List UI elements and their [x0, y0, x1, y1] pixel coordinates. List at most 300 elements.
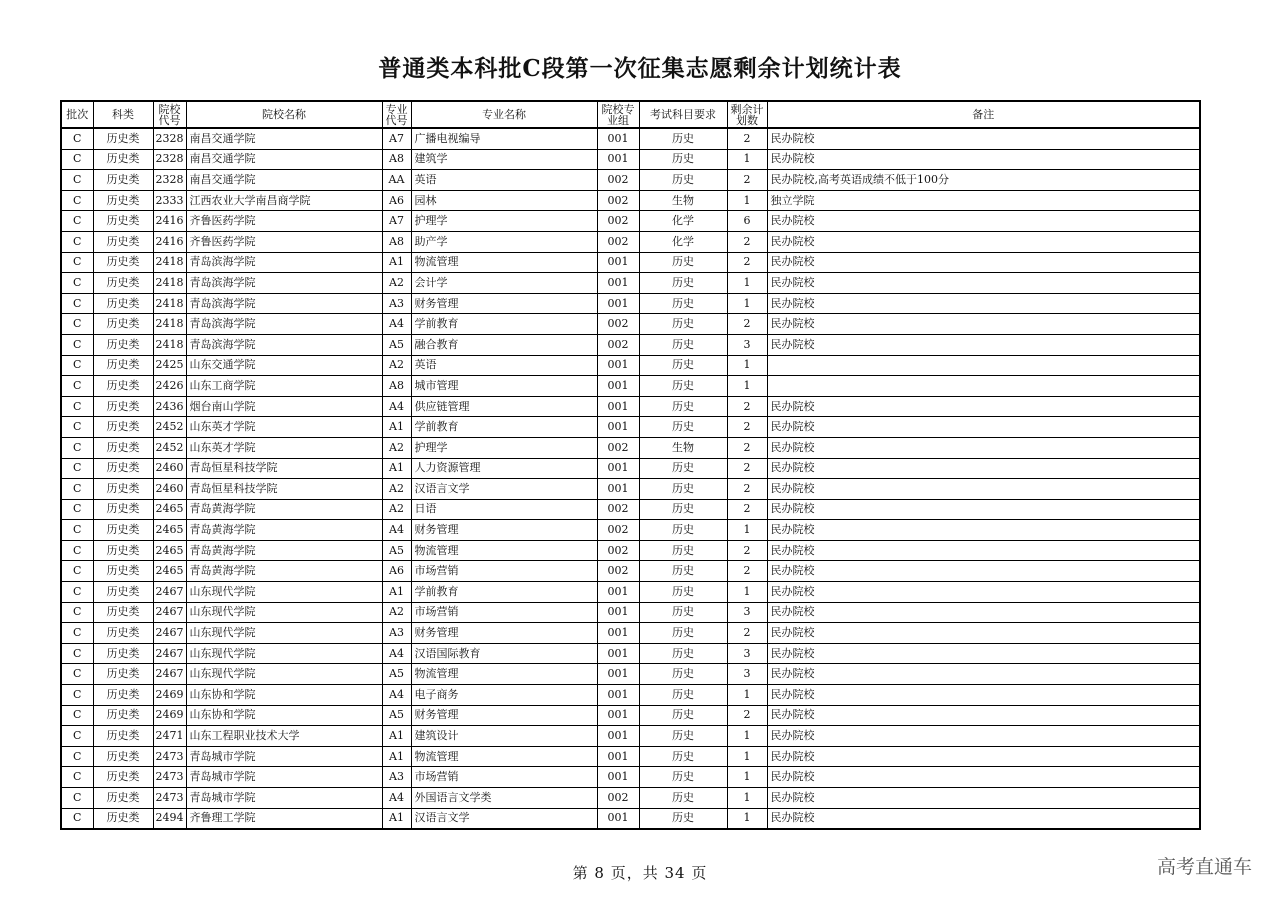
- table-row: [61, 705, 1200, 726]
- remarks-cell: 民办院校: [767, 623, 1200, 644]
- subject-req-cell: 历史: [639, 499, 727, 520]
- major-code-cell: A1: [382, 726, 411, 747]
- remarks-cell: [767, 376, 1200, 397]
- school-name-cell: 青岛滨海学院: [186, 252, 382, 273]
- remaining-cell: 2: [727, 128, 767, 149]
- major-group-cell: 002: [597, 788, 639, 809]
- subject-req-cell: 历史: [639, 540, 727, 561]
- school-code-cell: 2465: [153, 540, 186, 561]
- major-code-cell: A2: [382, 355, 411, 376]
- major-code-cell: A8: [382, 231, 411, 252]
- remarks-cell: 独立学院: [767, 190, 1200, 211]
- batch-cell: C: [61, 561, 93, 582]
- category-cell: 历史类: [93, 623, 153, 644]
- major-code-cell: A5: [382, 540, 411, 561]
- school-name-cell: 青岛城市学院: [186, 767, 382, 788]
- table-row: [61, 602, 1200, 623]
- batch-cell: C: [61, 376, 93, 397]
- major-group-cell: 001: [597, 705, 639, 726]
- major-name-cell: 会计学: [411, 273, 597, 294]
- table-row: [61, 685, 1200, 706]
- subject-req-cell: 历史: [639, 128, 727, 149]
- school-code-cell: 2465: [153, 499, 186, 520]
- school-code-cell: 2418: [153, 293, 186, 314]
- school-code-cell: 2465: [153, 520, 186, 541]
- remarks-cell: 民办院校: [767, 211, 1200, 232]
- remaining-cell: 1: [727, 355, 767, 376]
- remarks-cell: 民办院校: [767, 334, 1200, 355]
- remaining-cell: 3: [727, 602, 767, 623]
- major-group-cell: 002: [597, 437, 639, 458]
- category-cell: 历史类: [93, 479, 153, 500]
- remaining-cell: 2: [727, 705, 767, 726]
- subject-req-cell: 历史: [639, 705, 727, 726]
- category-cell: 历史类: [93, 767, 153, 788]
- school-code-cell: 2328: [153, 149, 186, 170]
- table-row: [61, 643, 1200, 664]
- category-cell: 历史类: [93, 582, 153, 603]
- remarks-cell: 民办院校: [767, 128, 1200, 149]
- school-name-cell: 青岛滨海学院: [186, 273, 382, 294]
- category-cell: 历史类: [93, 499, 153, 520]
- remarks-cell: 民办院校: [767, 149, 1200, 170]
- remaining-cell: 1: [727, 746, 767, 767]
- school-code-cell: 2494: [153, 808, 186, 829]
- remarks-cell: 民办院校: [767, 314, 1200, 335]
- remaining-cell: 2: [727, 499, 767, 520]
- major-code-cell: A7: [382, 128, 411, 149]
- school-code-cell: 2426: [153, 376, 186, 397]
- remaining-cell: 2: [727, 437, 767, 458]
- header-batch: 批次: [61, 101, 93, 128]
- major-name-cell: 日语: [411, 499, 597, 520]
- major-name-cell: 学前教育: [411, 417, 597, 438]
- major-group-cell: 001: [597, 685, 639, 706]
- batch-cell: C: [61, 273, 93, 294]
- school-code-cell: 2467: [153, 623, 186, 644]
- remarks-cell: 民办院校,高考英语成绩不低于100分: [767, 170, 1200, 191]
- remarks-cell: 民办院校: [767, 252, 1200, 273]
- category-cell: 历史类: [93, 540, 153, 561]
- subject-req-cell: 历史: [639, 417, 727, 438]
- school-code-cell: 2467: [153, 664, 186, 685]
- header-major-code: 专业代号: [382, 101, 411, 128]
- major-group-cell: 002: [597, 540, 639, 561]
- header-subject-req: 考试科目要求: [639, 101, 727, 128]
- remaining-cell: 1: [727, 582, 767, 603]
- major-group-cell: 001: [597, 273, 639, 294]
- remarks-cell: [767, 355, 1200, 376]
- batch-cell: C: [61, 602, 93, 623]
- school-code-cell: 2418: [153, 273, 186, 294]
- major-name-cell: 财务管理: [411, 520, 597, 541]
- table-row: [61, 190, 1200, 211]
- school-name-cell: 山东工程职业技术大学: [186, 726, 382, 747]
- major-group-cell: 002: [597, 211, 639, 232]
- school-code-cell: 2460: [153, 479, 186, 500]
- major-group-cell: 002: [597, 499, 639, 520]
- major-code-cell: A2: [382, 437, 411, 458]
- remaining-cell: 1: [727, 788, 767, 809]
- remarks-cell: 民办院校: [767, 499, 1200, 520]
- major-name-cell: 城市管理: [411, 376, 597, 397]
- category-cell: 历史类: [93, 190, 153, 211]
- major-group-cell: 001: [597, 128, 639, 149]
- category-cell: 历史类: [93, 685, 153, 706]
- remarks-cell: 民办院校: [767, 788, 1200, 809]
- school-name-cell: 齐鲁理工学院: [186, 808, 382, 829]
- subject-req-cell: 历史: [639, 767, 727, 788]
- major-group-cell: 002: [597, 314, 639, 335]
- major-name-cell: 英语: [411, 170, 597, 191]
- category-cell: 历史类: [93, 808, 153, 829]
- table-row: [61, 252, 1200, 273]
- remarks-cell: 民办院校: [767, 808, 1200, 829]
- subject-req-cell: 历史: [639, 602, 727, 623]
- major-name-cell: 财务管理: [411, 705, 597, 726]
- batch-cell: C: [61, 726, 93, 747]
- subject-req-cell: 历史: [639, 314, 727, 335]
- school-name-cell: 青岛城市学院: [186, 746, 382, 767]
- table-row: [61, 623, 1200, 644]
- batch-cell: C: [61, 314, 93, 335]
- header-category: 科类: [93, 101, 153, 128]
- major-name-cell: 建筑学: [411, 149, 597, 170]
- table-row: [61, 520, 1200, 541]
- school-name-cell: 烟台南山学院: [186, 396, 382, 417]
- school-code-cell: 2416: [153, 231, 186, 252]
- school-code-cell: 2333: [153, 190, 186, 211]
- subject-req-cell: 生物: [639, 437, 727, 458]
- major-group-cell: 001: [597, 746, 639, 767]
- remarks-cell: 民办院校: [767, 293, 1200, 314]
- batch-cell: C: [61, 808, 93, 829]
- remarks-cell: 民办院校: [767, 273, 1200, 294]
- major-group-cell: 001: [597, 396, 639, 417]
- major-group-cell: 002: [597, 231, 639, 252]
- category-cell: 历史类: [93, 273, 153, 294]
- table-row: [61, 726, 1200, 747]
- category-cell: 历史类: [93, 561, 153, 582]
- major-code-cell: A1: [382, 252, 411, 273]
- school-code-cell: 2328: [153, 170, 186, 191]
- major-code-cell: A6: [382, 561, 411, 582]
- subject-req-cell: 历史: [639, 623, 727, 644]
- subject-req-cell: 生物: [639, 190, 727, 211]
- batch-cell: C: [61, 623, 93, 644]
- school-code-cell: 2460: [153, 458, 186, 479]
- table-row: [61, 437, 1200, 458]
- category-cell: 历史类: [93, 355, 153, 376]
- remarks-cell: 民办院校: [767, 602, 1200, 623]
- category-cell: 历史类: [93, 520, 153, 541]
- remaining-cell: 1: [727, 685, 767, 706]
- subject-req-cell: 历史: [639, 170, 727, 191]
- subject-req-cell: 历史: [639, 355, 727, 376]
- major-group-cell: 002: [597, 520, 639, 541]
- category-cell: 历史类: [93, 149, 153, 170]
- major-group-cell: 002: [597, 190, 639, 211]
- category-cell: 历史类: [93, 705, 153, 726]
- school-name-cell: 山东现代学院: [186, 623, 382, 644]
- subject-req-cell: 历史: [639, 582, 727, 603]
- header-major-group: 院校专业组: [597, 101, 639, 128]
- school-name-cell: 南昌交通学院: [186, 149, 382, 170]
- remarks-cell: 民办院校: [767, 767, 1200, 788]
- school-code-cell: 2452: [153, 437, 186, 458]
- batch-cell: C: [61, 705, 93, 726]
- batch-cell: C: [61, 396, 93, 417]
- batch-cell: C: [61, 520, 93, 541]
- category-cell: 历史类: [93, 788, 153, 809]
- school-name-cell: 青岛城市学院: [186, 788, 382, 809]
- major-code-cell: A3: [382, 293, 411, 314]
- major-code-cell: A5: [382, 664, 411, 685]
- school-name-cell: 山东现代学院: [186, 643, 382, 664]
- batch-cell: C: [61, 499, 93, 520]
- category-cell: 历史类: [93, 376, 153, 397]
- subject-req-cell: 历史: [639, 643, 727, 664]
- major-group-cell: 001: [597, 293, 639, 314]
- header-school-code: 院校代号: [153, 101, 186, 128]
- major-code-cell: AA: [382, 170, 411, 191]
- table-row: [61, 149, 1200, 170]
- table-row: [61, 355, 1200, 376]
- major-group-cell: 001: [597, 623, 639, 644]
- plan-table: [60, 100, 1201, 830]
- major-name-cell: 广播电视编导: [411, 128, 597, 149]
- batch-cell: C: [61, 334, 93, 355]
- remaining-cell: 2: [727, 170, 767, 191]
- school-name-cell: 南昌交通学院: [186, 170, 382, 191]
- school-name-cell: 山东协和学院: [186, 705, 382, 726]
- subject-req-cell: 历史: [639, 746, 727, 767]
- table-row: [61, 293, 1200, 314]
- remarks-cell: 民办院校: [767, 685, 1200, 706]
- subject-req-cell: 历史: [639, 520, 727, 541]
- school-name-cell: 山东现代学院: [186, 664, 382, 685]
- remarks-cell: 民办院校: [767, 458, 1200, 479]
- school-name-cell: 青岛黄海学院: [186, 561, 382, 582]
- major-code-cell: A4: [382, 685, 411, 706]
- batch-cell: C: [61, 417, 93, 438]
- subject-req-cell: 化学: [639, 211, 727, 232]
- category-cell: 历史类: [93, 726, 153, 747]
- major-group-cell: 001: [597, 643, 639, 664]
- remaining-cell: 2: [727, 540, 767, 561]
- remaining-cell: 2: [727, 561, 767, 582]
- major-group-cell: 001: [597, 582, 639, 603]
- category-cell: 历史类: [93, 128, 153, 149]
- major-name-cell: 园林: [411, 190, 597, 211]
- category-cell: 历史类: [93, 437, 153, 458]
- school-code-cell: 2328: [153, 128, 186, 149]
- subject-req-cell: 历史: [639, 808, 727, 829]
- major-group-cell: 001: [597, 808, 639, 829]
- school-code-cell: 2425: [153, 355, 186, 376]
- header-remarks: 备注: [767, 101, 1200, 128]
- remaining-cell: 2: [727, 623, 767, 644]
- batch-cell: C: [61, 170, 93, 191]
- table-row: [61, 499, 1200, 520]
- school-name-cell: 山东协和学院: [186, 685, 382, 706]
- major-name-cell: 学前教育: [411, 314, 597, 335]
- major-group-cell: 001: [597, 417, 639, 438]
- table-header-row: [61, 101, 1200, 128]
- major-name-cell: 财务管理: [411, 293, 597, 314]
- major-code-cell: A3: [382, 623, 411, 644]
- major-code-cell: A1: [382, 582, 411, 603]
- batch-cell: C: [61, 685, 93, 706]
- subject-req-cell: 历史: [639, 479, 727, 500]
- major-code-cell: A7: [382, 211, 411, 232]
- major-name-cell: 物流管理: [411, 664, 597, 685]
- major-group-cell: 001: [597, 602, 639, 623]
- remaining-cell: 1: [727, 273, 767, 294]
- school-code-cell: 2471: [153, 726, 186, 747]
- major-name-cell: 供应链管理: [411, 396, 597, 417]
- table-row: [61, 417, 1200, 438]
- table-row: [61, 582, 1200, 603]
- subject-req-cell: 历史: [639, 334, 727, 355]
- major-code-cell: A1: [382, 808, 411, 829]
- major-group-cell: 001: [597, 479, 639, 500]
- remaining-cell: 2: [727, 231, 767, 252]
- category-cell: 历史类: [93, 417, 153, 438]
- remaining-cell: 2: [727, 252, 767, 273]
- major-name-cell: 物流管理: [411, 746, 597, 767]
- page-title: 普通类本科批C段第一次征集志愿剩余计划统计表: [378, 55, 902, 82]
- batch-cell: C: [61, 540, 93, 561]
- subject-req-cell: 历史: [639, 685, 727, 706]
- remaining-cell: 2: [727, 458, 767, 479]
- major-code-cell: A5: [382, 705, 411, 726]
- category-cell: 历史类: [93, 334, 153, 355]
- batch-cell: C: [61, 479, 93, 500]
- remaining-cell: 1: [727, 808, 767, 829]
- major-name-cell: 物流管理: [411, 252, 597, 273]
- remaining-cell: 2: [727, 479, 767, 500]
- remarks-cell: 民办院校: [767, 561, 1200, 582]
- major-group-cell: 002: [597, 334, 639, 355]
- major-group-cell: 001: [597, 664, 639, 685]
- major-code-cell: A5: [382, 334, 411, 355]
- school-code-cell: 2452: [153, 417, 186, 438]
- school-name-cell: 齐鲁医药学院: [186, 211, 382, 232]
- table-row: [61, 561, 1200, 582]
- remaining-cell: 3: [727, 664, 767, 685]
- major-group-cell: 001: [597, 149, 639, 170]
- remaining-cell: 1: [727, 149, 767, 170]
- category-cell: 历史类: [93, 458, 153, 479]
- category-cell: 历史类: [93, 602, 153, 623]
- category-cell: 历史类: [93, 746, 153, 767]
- remaining-cell: 1: [727, 767, 767, 788]
- major-name-cell: 物流管理: [411, 540, 597, 561]
- school-code-cell: 2473: [153, 767, 186, 788]
- table-row: [61, 170, 1200, 191]
- remaining-cell: 1: [727, 190, 767, 211]
- major-name-cell: 助产学: [411, 231, 597, 252]
- subject-req-cell: 历史: [639, 293, 727, 314]
- major-group-cell: 001: [597, 726, 639, 747]
- subject-req-cell: 历史: [639, 149, 727, 170]
- school-code-cell: 2418: [153, 334, 186, 355]
- remarks-cell: 民办院校: [767, 746, 1200, 767]
- school-name-cell: 山东工商学院: [186, 376, 382, 397]
- header-major-name: 专业名称: [411, 101, 597, 128]
- category-cell: 历史类: [93, 293, 153, 314]
- batch-cell: C: [61, 231, 93, 252]
- school-name-cell: 山东现代学院: [186, 582, 382, 603]
- major-code-cell: A1: [382, 746, 411, 767]
- table-row: [61, 767, 1200, 788]
- subject-req-cell: 历史: [639, 396, 727, 417]
- table-row: [61, 211, 1200, 232]
- school-name-cell: 青岛恒星科技学院: [186, 458, 382, 479]
- category-cell: 历史类: [93, 211, 153, 232]
- table-row: [61, 314, 1200, 335]
- batch-cell: C: [61, 788, 93, 809]
- subject-req-cell: 历史: [639, 664, 727, 685]
- table-body: [61, 128, 1200, 829]
- major-code-cell: A8: [382, 149, 411, 170]
- major-group-cell: 001: [597, 458, 639, 479]
- category-cell: 历史类: [93, 396, 153, 417]
- major-code-cell: A1: [382, 417, 411, 438]
- major-name-cell: 电子商务: [411, 685, 597, 706]
- major-name-cell: 汉语言文学: [411, 479, 597, 500]
- school-name-cell: 青岛黄海学院: [186, 499, 382, 520]
- remarks-cell: 民办院校: [767, 726, 1200, 747]
- subject-req-cell: 化学: [639, 231, 727, 252]
- category-cell: 历史类: [93, 170, 153, 191]
- school-name-cell: 山东交通学院: [186, 355, 382, 376]
- major-code-cell: A2: [382, 602, 411, 623]
- table-row: [61, 231, 1200, 252]
- remaining-cell: 1: [727, 376, 767, 397]
- major-name-cell: 建筑设计: [411, 726, 597, 747]
- remarks-cell: 民办院校: [767, 231, 1200, 252]
- table-row: [61, 396, 1200, 417]
- batch-cell: C: [61, 458, 93, 479]
- major-name-cell: 护理学: [411, 211, 597, 232]
- major-code-cell: A4: [382, 396, 411, 417]
- subject-req-cell: 历史: [639, 788, 727, 809]
- category-cell: 历史类: [93, 314, 153, 335]
- major-group-cell: 002: [597, 170, 639, 191]
- major-code-cell: A2: [382, 479, 411, 500]
- major-code-cell: A1: [382, 458, 411, 479]
- major-name-cell: 市场营销: [411, 561, 597, 582]
- table-row: [61, 376, 1200, 397]
- school-code-cell: 2469: [153, 685, 186, 706]
- major-name-cell: 护理学: [411, 437, 597, 458]
- major-name-cell: 汉语言文学: [411, 808, 597, 829]
- table-row: [61, 540, 1200, 561]
- remaining-cell: 3: [727, 643, 767, 664]
- batch-cell: C: [61, 582, 93, 603]
- school-name-cell: 青岛滨海学院: [186, 293, 382, 314]
- major-group-cell: 001: [597, 767, 639, 788]
- school-name-cell: 齐鲁医药学院: [186, 231, 382, 252]
- school-name-cell: 山东英才学院: [186, 437, 382, 458]
- table-row: [61, 746, 1200, 767]
- school-name-cell: 南昌交通学院: [186, 128, 382, 149]
- batch-cell: C: [61, 252, 93, 273]
- batch-cell: C: [61, 293, 93, 314]
- school-code-cell: 2418: [153, 314, 186, 335]
